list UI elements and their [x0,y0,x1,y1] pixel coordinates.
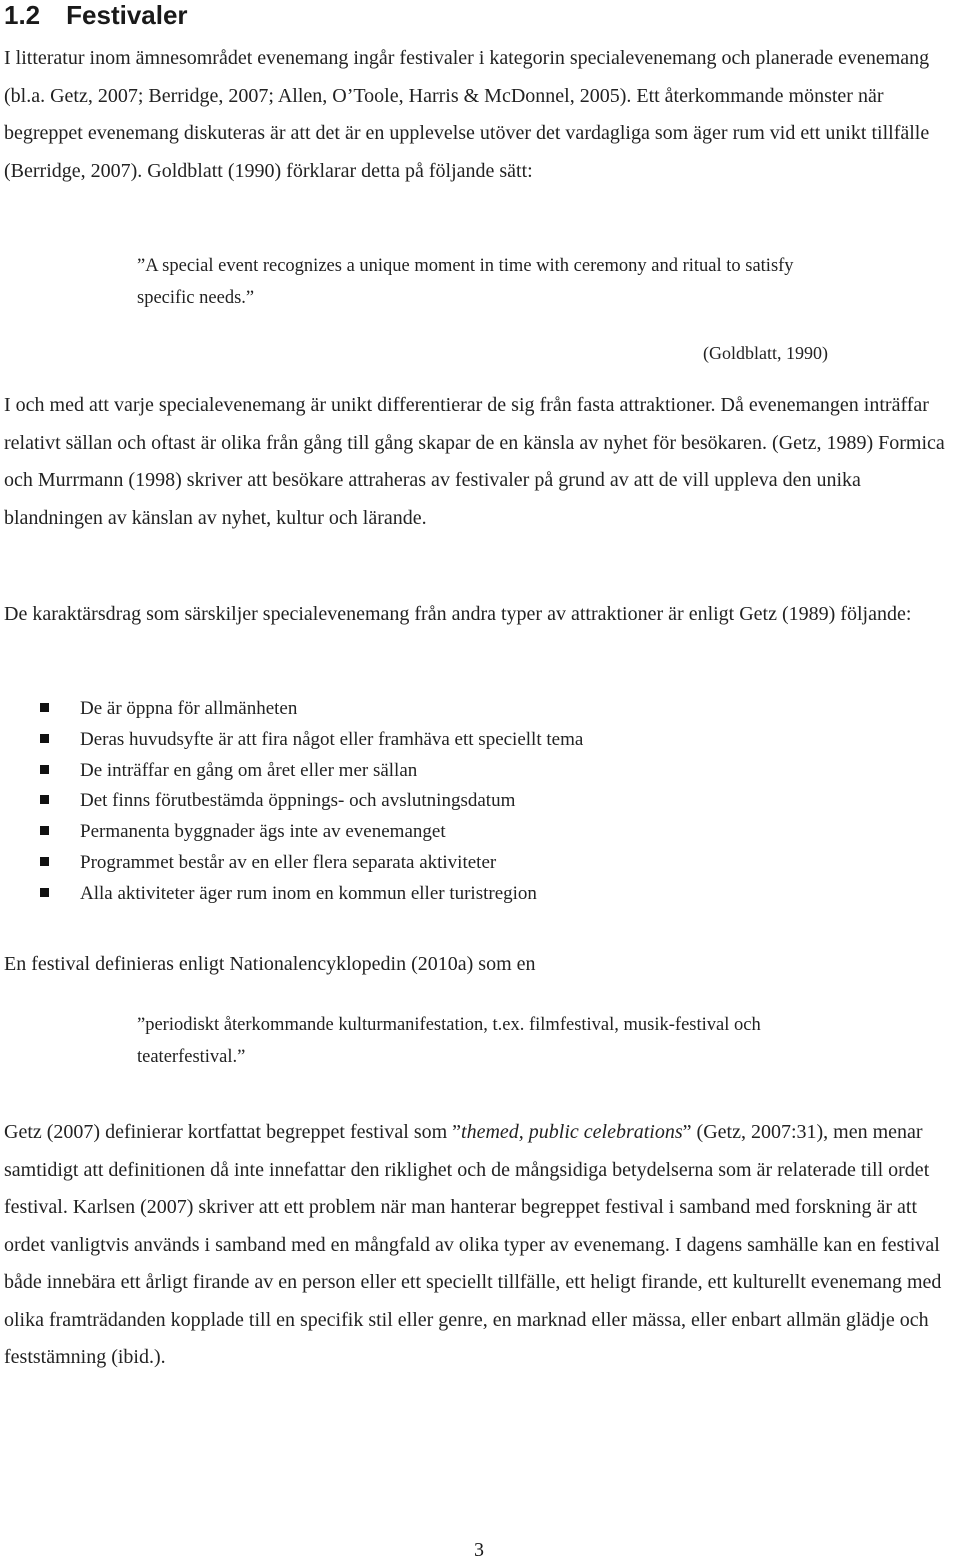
list-item-text: Alla aktiviteter äger rum inom en kommun eller turistregion [80,882,537,904]
section-heading: 1.2 Festivaler [4,0,188,30]
intro-paragraph: I litteratur inom ämnesområdet evenemang ingår festivaler i kategorin specialevenemang och planerade evenemang (bl.a. Getz, 2007; Berridge, 2007; Allen, O’Toole, Harris & McDonnel, 2005). Ett återkommande mönster när begreppet evenemang diskuteras är att det är en upplevelse utöver det vardagliga som äger rum vid ett unikt tillfälle (Berridge, 2007). Goldblatt (1990) förklarar detta på följande sätt: [4,47,930,182]
bullet-square-icon [40,703,49,712]
list-item-text: De inträffar en gång om året eller mer sällan [80,759,418,781]
citation-goldblatt: (Goldblatt, 1990) [703,343,828,363]
list-item-text: Det finns förutbestämda öppnings- och avslutningsdatum [80,790,516,812]
bullet-square-icon [40,734,49,743]
block-quote-goldblatt: ”A special event recognizes a unique moment in time with ceremony and ritual to satisfy specific needs.” [137,256,794,308]
page-number: 3 [474,1539,484,1561]
characteristics-list [38,694,583,910]
list-item-text: Deras huvudsyfte är att fira något eller framhäva ett speciellt tema [80,728,584,750]
bullet-square-icon [40,826,49,835]
bullet-square-icon [40,888,49,897]
list-item [38,725,583,756]
block-quote-ne: ”periodiskt återkommande kulturmanifestation, t.ex. filmfestival, musik-festival och teaterfestival.” [137,1015,761,1067]
getz-paragraph-start: Getz (2007) definierar kortfattat begreppet festival som ” [4,1121,462,1143]
list-item [38,694,583,725]
getz-paragraph-rest: ” (Getz, 2007:31), men menar samtidigt att definitionen då inte innefattar den riklighet och de mångsidiga betydelserna som är relaterade till ordet festival. Karlsen (2007) skriver att ett problem när man hanterar begreppet festival i samband med forskning är att ordet vanligtvis används i samband med en mångfald av olika typer av evenemang. I dagens samhälle kan en festival både innebära ett årligt firande av en person eller ett speciellt tillfälle, ett heligt firande, ett kulturellt evenemang med olika framträdanden kopplade till en specifik stil eller genre, en marknad eller mässa, eller enbart allmän glädje och feststämning (ibid.). [4,1121,942,1368]
list-item [38,817,583,848]
definition-paragraph: En festival definieras enligt Nationalencyklopedin (2010a) som en [4,953,536,975]
list-item [38,879,583,910]
novelty-paragraph: I och med att varje specialevenemang är unikt differentierar de sig från fasta attraktioner. Då evenemangen inträffar relativt sällan och oftast är olika från gång till gång skapar de en känsla av nyhet för besökaren. (Getz, 1989) Formica och Murrmann (1998) skriver att besökare attraheras av festivaler på grund av att de vill uppleva den unika blandningen av känslan av nyhet, kultur och lärande. [4,394,945,529]
list-item [38,786,583,817]
list-item [38,756,583,787]
bullet-square-icon [40,795,49,804]
list-item [38,848,583,879]
bullet-square-icon [40,765,49,774]
getz-paragraph [4,1114,952,1377]
bullet-square-icon [40,857,49,866]
getz-italic-term: themed, public celebrations [461,1121,683,1143]
characteristics-intro: De karaktärsdrag som särskiljer specialevenemang från andra typer av attraktioner är enligt Getz (1989) följande: [4,603,912,625]
list-item-text: Permanenta byggnader ägs inte av evenemanget [80,821,446,843]
list-item-text: De är öppna för allmänheten [80,698,298,719]
list-item-text: Programmet består av en eller flera separata aktiviteter [80,851,497,873]
